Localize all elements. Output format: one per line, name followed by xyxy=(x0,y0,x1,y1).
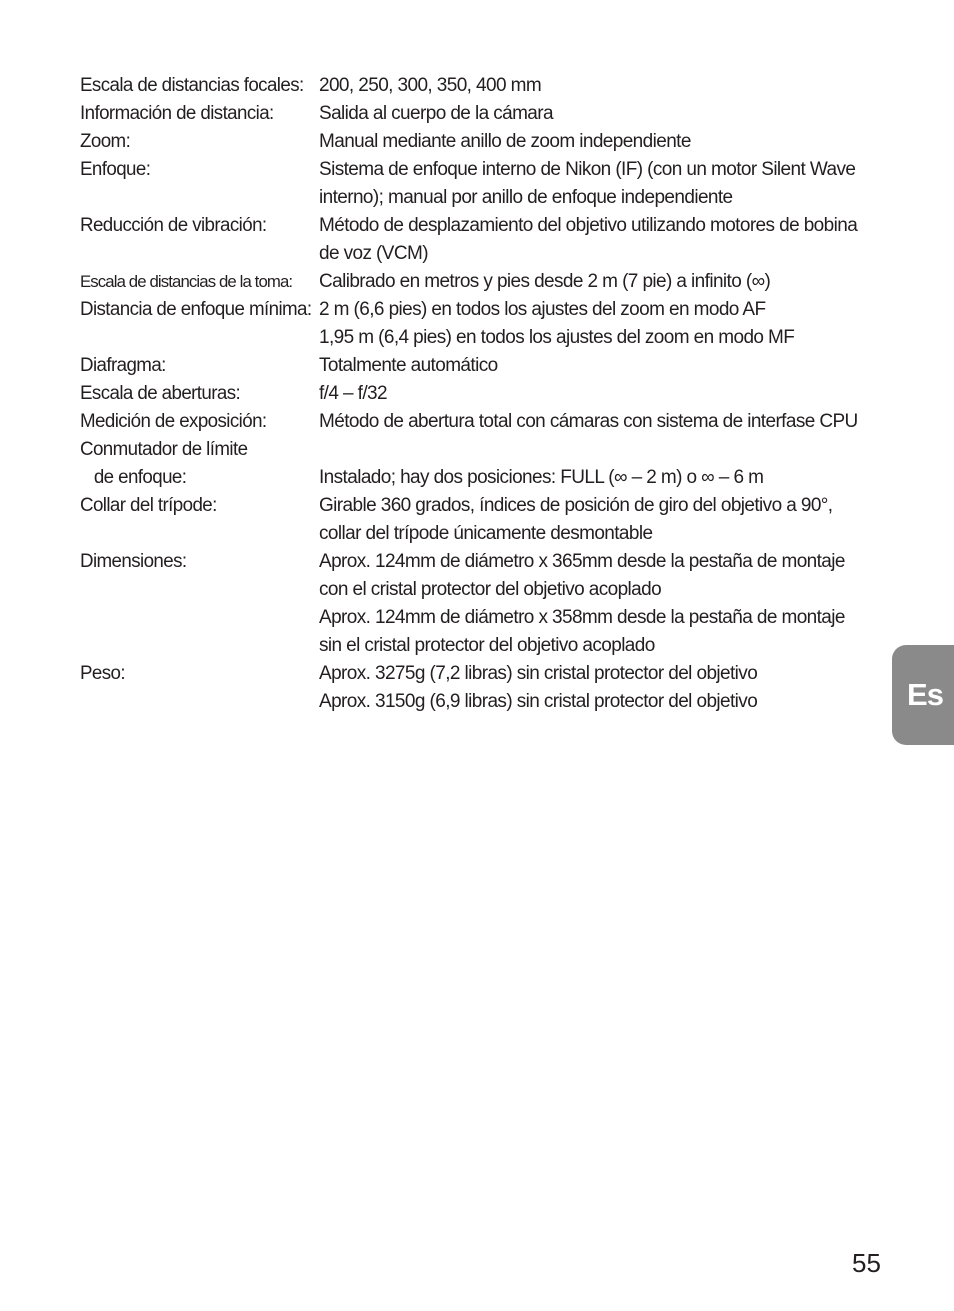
spec-label xyxy=(80,380,319,408)
spec-label-line: Enfoque: xyxy=(80,159,151,180)
spec-value-line: 1,95 m (6,4 pies) en todos los ajustes del zoom en modo MF xyxy=(319,327,795,348)
spec-label xyxy=(80,352,319,380)
spec-values xyxy=(319,296,870,352)
spec-values xyxy=(319,72,870,100)
spec-label xyxy=(80,492,319,520)
spec-values xyxy=(319,100,870,128)
spec-row xyxy=(80,548,870,660)
spec-value-line: sin el cristal protector del objetivo acoplado xyxy=(319,635,655,656)
spec-label xyxy=(80,212,319,240)
spec-value-line: Calibrado en metros y pies desde 2 m (7 pie) a infinito (∞) xyxy=(319,271,771,292)
spec-label xyxy=(80,268,319,296)
spec-row xyxy=(80,72,870,100)
spec-values xyxy=(319,128,870,156)
spec-label xyxy=(80,296,319,324)
spec-value-line: 2 m (6,6 pies) en todos los ajustes del zoom en modo AF xyxy=(319,299,766,320)
spec-value-line: Aprox. 3275g (7,2 libras) sin cristal protector del objetivo xyxy=(319,663,758,684)
spec-label xyxy=(80,548,319,576)
spec-label-line: Collar del trípode: xyxy=(80,495,217,516)
spec-value-line: Aprox. 3150g (6,9 libras) sin cristal protector del objetivo xyxy=(319,691,758,712)
spec-label-line: Escala de distancias de la toma: xyxy=(80,272,293,291)
spec-row xyxy=(80,128,870,156)
spec-value-line xyxy=(319,436,870,464)
spec-row xyxy=(80,268,870,296)
spec-value-line: Manual mediante anillo de zoom independiente xyxy=(319,131,691,152)
spec-values xyxy=(319,408,870,436)
spec-value-line: Totalmente automático xyxy=(319,355,498,376)
spec-values xyxy=(319,352,870,380)
spec-value-line: f/4 – f/32 xyxy=(319,383,387,404)
spec-value-line: Aprox. 124mm de diámetro x 365mm desde la pestaña de montaje xyxy=(319,551,845,572)
spec-label-line: Diafragma: xyxy=(80,355,166,376)
spec-values xyxy=(319,660,870,716)
language-tab xyxy=(892,645,954,745)
spec-row xyxy=(80,352,870,380)
spec-value-line: Salida al cuerpo de la cámara xyxy=(319,103,553,124)
spec-value-line: interno); manual por anillo de enfoque independiente xyxy=(319,187,733,208)
spec-value-line: Sistema de enfoque interno de Nikon (IF) (con un motor Silent Wave xyxy=(319,159,856,180)
spec-values xyxy=(319,268,870,296)
spec-label-line: Medición de exposición: xyxy=(80,411,267,432)
spec-values xyxy=(319,436,870,492)
spec-label xyxy=(80,156,319,184)
spec-row xyxy=(80,492,870,548)
spec-value-line: Aprox. 124mm de diámetro x 358mm desde la pestaña de montaje xyxy=(319,607,845,628)
spec-label xyxy=(80,660,319,688)
spec-value-line: Girable 360 grados, índices de posición de giro del objetivo a 90°, xyxy=(319,495,833,516)
specifications-list xyxy=(80,72,870,716)
spec-label-line: Información de distancia: xyxy=(80,103,274,124)
spec-row xyxy=(80,660,870,716)
spec-value-line: collar del trípode únicamente desmontable xyxy=(319,523,653,544)
spec-value-line: con el cristal protector del objetivo acoplado xyxy=(319,579,662,600)
spec-label xyxy=(80,72,319,100)
spec-label-line: Escala de aberturas: xyxy=(80,383,241,404)
spec-row xyxy=(80,156,870,212)
page-number: 55 xyxy=(852,1248,881,1278)
spec-label xyxy=(80,436,319,492)
spec-values xyxy=(319,492,870,548)
spec-value-line: de voz (VCM) xyxy=(319,243,428,264)
spec-row xyxy=(80,380,870,408)
spec-values xyxy=(319,156,870,212)
spec-values xyxy=(319,548,870,660)
spec-label xyxy=(80,128,319,156)
spec-row xyxy=(80,408,870,436)
spec-label-line: Dimensiones: xyxy=(80,551,187,572)
spec-value-line: Método de abertura total con cámaras con sistema de interfase CPU xyxy=(319,411,858,432)
spec-label xyxy=(80,100,319,128)
spec-value-line: Método de desplazamiento del objetivo utilizando motores de bobina xyxy=(319,215,858,236)
spec-label-line: Zoom: xyxy=(80,131,131,152)
spec-row xyxy=(80,100,870,128)
spec-values xyxy=(319,380,870,408)
spec-values xyxy=(319,212,870,268)
spec-label-line: Escala de distancias focales: xyxy=(80,75,304,96)
spec-value-line: 200, 250, 300, 350, 400 mm xyxy=(319,75,542,96)
spec-label-line: Reducción de vibración: xyxy=(80,215,267,236)
spec-label-line: Conmutador de límite xyxy=(80,439,248,460)
spec-label-line: Distancia de enfoque mínima: xyxy=(80,299,312,320)
spec-label xyxy=(80,408,319,436)
spec-label-line: Peso: xyxy=(80,663,126,684)
spec-row xyxy=(80,296,870,352)
language-tab-label: Es xyxy=(907,677,943,712)
spec-value-line: Instalado; hay dos posiciones: FULL (∞ – 2 m) o ∞ – 6 m xyxy=(319,467,764,488)
spec-row xyxy=(80,436,870,492)
spec-label-line: de enfoque: xyxy=(93,467,187,488)
spec-row xyxy=(80,212,870,268)
